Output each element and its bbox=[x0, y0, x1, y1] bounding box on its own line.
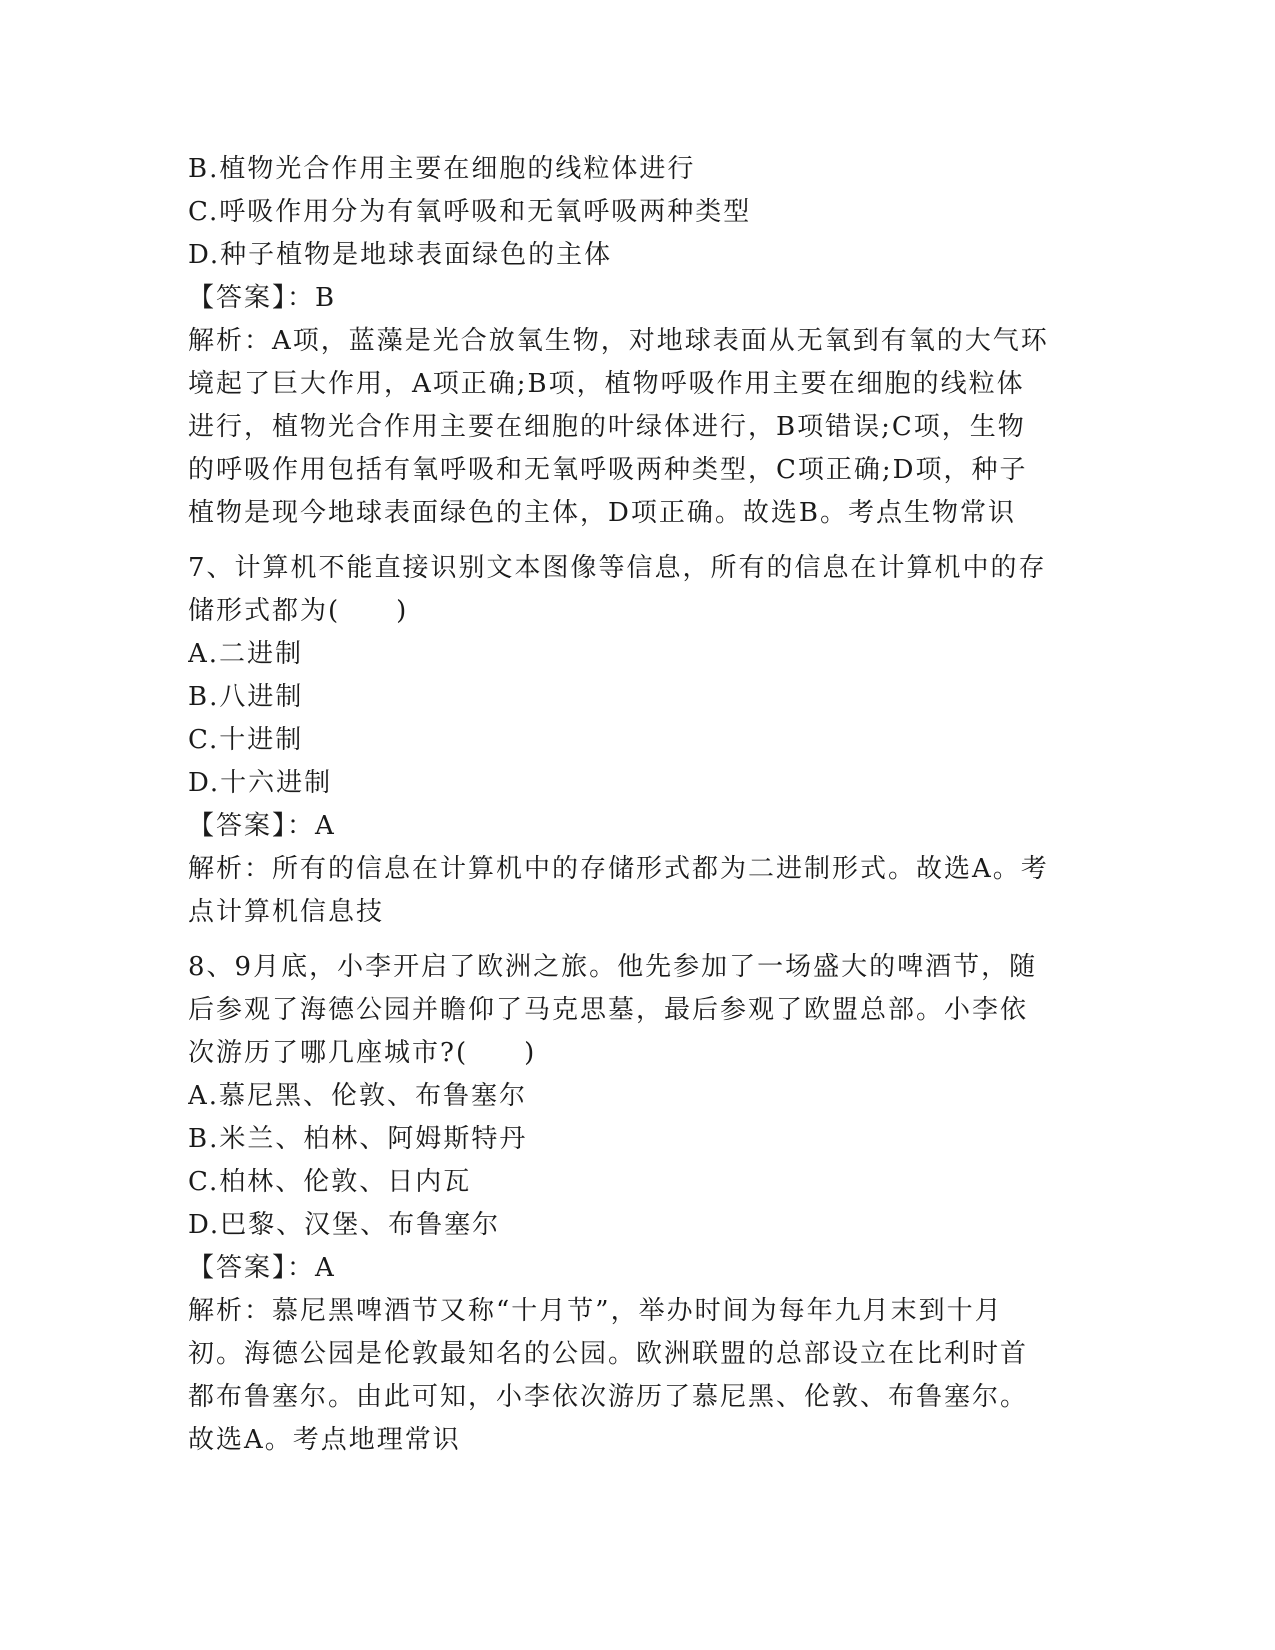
q6-option-b: B.植物光合作用主要在细胞的线粒体进行 bbox=[188, 154, 696, 184]
q6-analysis-line: 植物是现今地球表面绿色的主体，D项正确。故选B。考点生物常识 bbox=[188, 498, 1016, 528]
q8-stem-line: 8、9月底，小李开启了欧洲之旅。他先参加了一场盛大的啤酒节，随 bbox=[188, 952, 1038, 982]
q7-analysis-line: 点计算机信息技 bbox=[188, 897, 385, 927]
q8-analysis-line: 故选A。考点地理常识 bbox=[188, 1425, 461, 1455]
q6-option-d: D.种子植物是地球表面绿色的主体 bbox=[188, 240, 613, 270]
q8-option-c: C.柏林、伦敦、日内瓦 bbox=[188, 1167, 472, 1197]
q8-stem-line: 次游历了哪几座城市?( ) bbox=[188, 1038, 537, 1068]
question-7 bbox=[188, 547, 1088, 934]
q7-option-a: A.二进制 bbox=[188, 639, 304, 669]
q8-analysis-line: 解析：慕尼黑啤酒节又称“十月节”，举办时间为每年九月末到十月 bbox=[188, 1296, 1003, 1326]
q8-stem-line: 后参观了海德公园并瞻仰了马克思墓，最后参观了欧盟总部。小李依 bbox=[188, 995, 1029, 1025]
q6-analysis-line: 进行，植物光合作用主要在细胞的叶绿体进行，B项错误;C项，生物 bbox=[188, 412, 1026, 442]
q7-analysis-line: 解析：所有的信息在计算机中的存储形式都为二进制形式。故选A。考 bbox=[188, 854, 1049, 884]
q6-analysis-line: 解析：A项，蓝藻是光合放氧生物，对地球表面从无氧到有氧的大气环 bbox=[188, 326, 1049, 356]
q8-analysis-line: 都布鲁塞尔。由此可知，小李依次游历了慕尼黑、伦敦、布鲁塞尔。 bbox=[188, 1382, 1029, 1412]
question-8 bbox=[188, 946, 1088, 1462]
q7-option-d: D.十六进制 bbox=[188, 768, 333, 798]
q6-analysis-line: 境起了巨大作用，A项正确;B项，植物呼吸作用主要在细胞的线粒体 bbox=[188, 369, 1025, 399]
question-6 bbox=[188, 148, 1088, 535]
q6-option-c: C.呼吸作用分为有氧呼吸和无氧呼吸两种类型 bbox=[188, 197, 752, 227]
document-body bbox=[188, 148, 1088, 1462]
spacer bbox=[188, 535, 1088, 547]
q6-analysis-line: 的呼吸作用包括有氧呼吸和无氧呼吸两种类型，C项正确;D项，种子 bbox=[188, 455, 1028, 485]
q7-option-c: C.十进制 bbox=[188, 725, 304, 755]
q8-option-a: A.慕尼黑、伦敦、布鲁塞尔 bbox=[188, 1081, 528, 1111]
q7-option-b: B.八进制 bbox=[188, 682, 304, 712]
q8-option-b: B.米兰、柏林、阿姆斯特丹 bbox=[188, 1124, 528, 1154]
q8-answer: 【答案】：A bbox=[188, 1253, 336, 1283]
q8-option-d: D.巴黎、汉堡、布鲁塞尔 bbox=[188, 1210, 501, 1240]
q6-answer: 【答案】：B bbox=[188, 283, 337, 313]
q7-answer: 【答案】：A bbox=[188, 811, 336, 841]
q7-stem-line: 7、计算机不能直接识别文本图像等信息，所有的信息在计算机中的存 bbox=[188, 553, 1047, 583]
spacer bbox=[188, 934, 1088, 946]
q8-analysis-line: 初。海德公园是伦敦最知名的公园。欧洲联盟的总部设立在比利时首 bbox=[188, 1339, 1029, 1369]
q7-stem-line: 储形式都为( ) bbox=[188, 596, 409, 626]
